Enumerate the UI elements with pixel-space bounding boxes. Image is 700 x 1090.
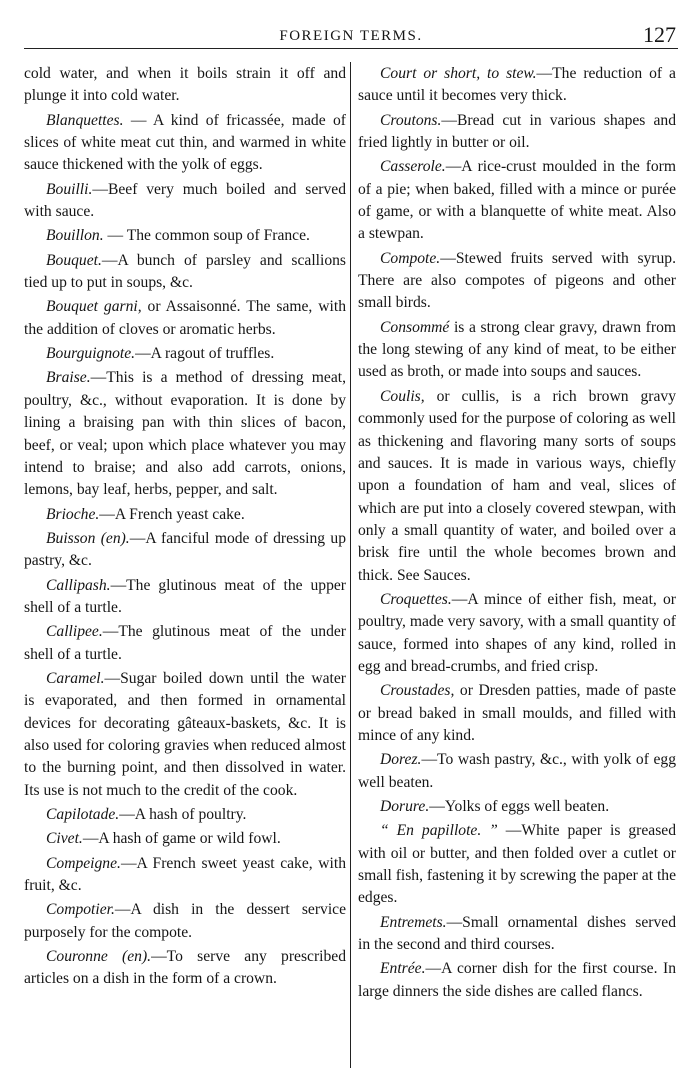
glossary-entry: Couronne (en).—To serve any prescribed articles on a dish in the form of a crown. — [24, 948, 346, 988]
glossary-entry: Bourguignote.—A ragout of truffles. — [46, 345, 275, 363]
glossary-entry: Bouquet garni, or Assaisonné. The same, with the addition of cloves or aromatic herbs. — [24, 298, 346, 338]
glossary-entry: Croustades, or Dresden patties, made of paste or bread baked in small moulds, and filled with mince of any kind. — [358, 682, 676, 744]
entry-term: Brioche. — [46, 505, 100, 523]
glossary-entry: Brioche.—A French yeast cake. — [46, 505, 245, 523]
glossary-entry: Compotier.—A dish in the dessert service purposely for the compote. — [24, 901, 346, 941]
glossary-entry: Bouquet.—A bunch of parsley and scallions tied up to put in soups, &c. — [24, 251, 346, 292]
entry-term: Coulis, — [380, 387, 425, 405]
glossary-entry: Braise.—This is a method of dressing meat, poultry, &c., without evaporation. It is done by lining a braising pan with thin slices of bacon, beef, or veal; upon which place whatever you may intend to braise; and also add carrots, onions, lemons, bay leaf, herbs, pepper, and salt. — [24, 369, 346, 499]
glossary-entry: “ En papillote. ” —White paper is greased with oil or butter, and then folded over a cutlet or small fish, fastening it by screwing the paper at the edges. — [358, 822, 677, 907]
entry-term: Bouquet. — [46, 251, 102, 269]
entry-term: Entrée. — [380, 960, 426, 978]
glossary-entry: Bouillon. — The common soup of France. — [46, 227, 310, 245]
entry-term: Capilotade. — [46, 806, 120, 823]
entry-term: Compeigne. — [46, 854, 121, 872]
entry-term: Consommé — [380, 318, 450, 336]
glossary-entry: Dorure.—Yolks of eggs well beaten. — [380, 798, 610, 815]
glossary-entry: Compeigne.—A French sweet yeast cake, with fruit, &c. — [24, 854, 346, 895]
entry-term: Croutons. — [380, 111, 442, 129]
entry-term: Entremets. — [380, 913, 447, 931]
glossary-entry: Entrée.—A corner dish for the first course. In large dinners the side dishes are called flancs. — [358, 960, 676, 1000]
glossary-entry: Dorez.—To wash pastry, &c., with yolk of egg well beaten. — [358, 751, 676, 791]
glossary-entry: Entremets.—Small ornamental dishes served in the second and third courses. — [358, 913, 676, 954]
entry-term: “ En papillote. ” — [380, 822, 498, 840]
entry-term: Compote. — [380, 249, 441, 267]
entry-term: Bouillon. — [46, 227, 104, 245]
entry-term: Bouilli. — [46, 180, 93, 198]
glossary-entry: Blanquettes. — A kind of fricassée, made of slices of white meat cut thin, and warmed in white sauce thickened with the yolk of eggs. — [24, 111, 346, 174]
glossary-entry: Coulis, or cullis, is a rich brown gravy commonly used for the purpose of coloring as well as thickening and flavoring many sorts of soups and sauces. It is made in various ways, chiefly upon a foundation of ham and veal, slices of which are put into a closely covered stewpan, with only a small quantity of water, and boiled over a brisk fire until the whole becomes brown and thick. See Sauces. — [358, 387, 676, 584]
glossary-entry: cold water, and when it boils strain it off and plunge it into cold water. — [24, 65, 346, 105]
glossary-entry: Callipash.—The glutinous meat of the upper shell of a turtle. — [24, 576, 346, 616]
page-number: 127 — [643, 22, 676, 47]
entry-term: Couronne (en). — [46, 948, 152, 966]
entry-term: Casserole. — [380, 158, 446, 176]
entry-term: Civet. — [46, 830, 83, 848]
glossary-entry: Buisson (en).—A fanciful mode of dressing up pastry, &c. — [24, 529, 346, 570]
right-column — [358, 63, 676, 1005]
entry-term: Compotier. — [46, 901, 115, 919]
column-divider — [350, 62, 351, 1068]
glossary-entry: Civet.—A hash of game or wild fowl. — [46, 830, 281, 848]
glossary-entry: Capilotade.—A hash of poultry. — [46, 806, 247, 823]
glossary-entry: Caramel.—Sugar boiled down until the water is evaporated, and then formed in ornamental devices for decorating gâteaux-baskets, &c. It is also used for coloring gravies when reduced almost to the burning point, and then dissolved in water. Its use is not much to the credit of the cook. — [24, 669, 346, 799]
glossary-entry: Bouilli.—Beef very much boiled and served with sauce. — [24, 180, 346, 221]
entry-term: Bourguignote. — [46, 345, 136, 363]
glossary-entry: Croutons.—Bread cut in various shapes and fried lightly in butter or oil. — [358, 111, 676, 152]
running-header — [24, 22, 678, 49]
glossary-entry: Consommé is a strong clear gravy, drawn from the long stewing of any kind of meat, to be either used as broth, or made into soups and sauces. — [358, 318, 676, 381]
glossary-entry: Court or short, to stew.—The reduction of a sauce until it becomes very thick. — [358, 65, 676, 105]
entry-term: Bouquet garni, — [46, 298, 142, 316]
entry-term: Croustades, — [380, 682, 455, 700]
entry-term: Callipee. — [46, 623, 103, 641]
glossary-entry: Compote.—Stewed fruits served with syrup. There are also compotes of pigeons and other small birds. — [358, 249, 676, 312]
left-column — [24, 63, 346, 993]
entry-term: Court or short, to stew. — [380, 65, 537, 82]
entry-term: Callipash. — [46, 576, 111, 594]
glossary-entry: Callipee.—The glutinous meat of the under shell of a turtle. — [24, 623, 346, 663]
running-title: FOREIGN TERMS. — [279, 28, 423, 44]
entry-term: Buisson (en). — [46, 529, 130, 547]
entry-term: Blanquettes. — [46, 111, 124, 129]
entry-term: Caramel. — [46, 669, 105, 687]
entry-term: Braise. — [46, 369, 91, 387]
entry-term: Dorez. — [380, 751, 422, 769]
glossary-entry: Croquettes.—A mince of either fish, meat, or poultry, made very savory, with a small quantity of sauce, formed into shapes of any kind, rolled in egg and bread-crumbs, and fried crisp. — [358, 590, 676, 675]
entry-term: Croquettes. — [380, 590, 452, 608]
glossary-entry: Casserole.—A rice-crust moulded in the form of a pie; when baked, filled with a mince or purée of game, or with a blanquette of white meat. Also a stewpan. — [358, 158, 676, 243]
entry-term: Dorure. — [380, 798, 430, 815]
